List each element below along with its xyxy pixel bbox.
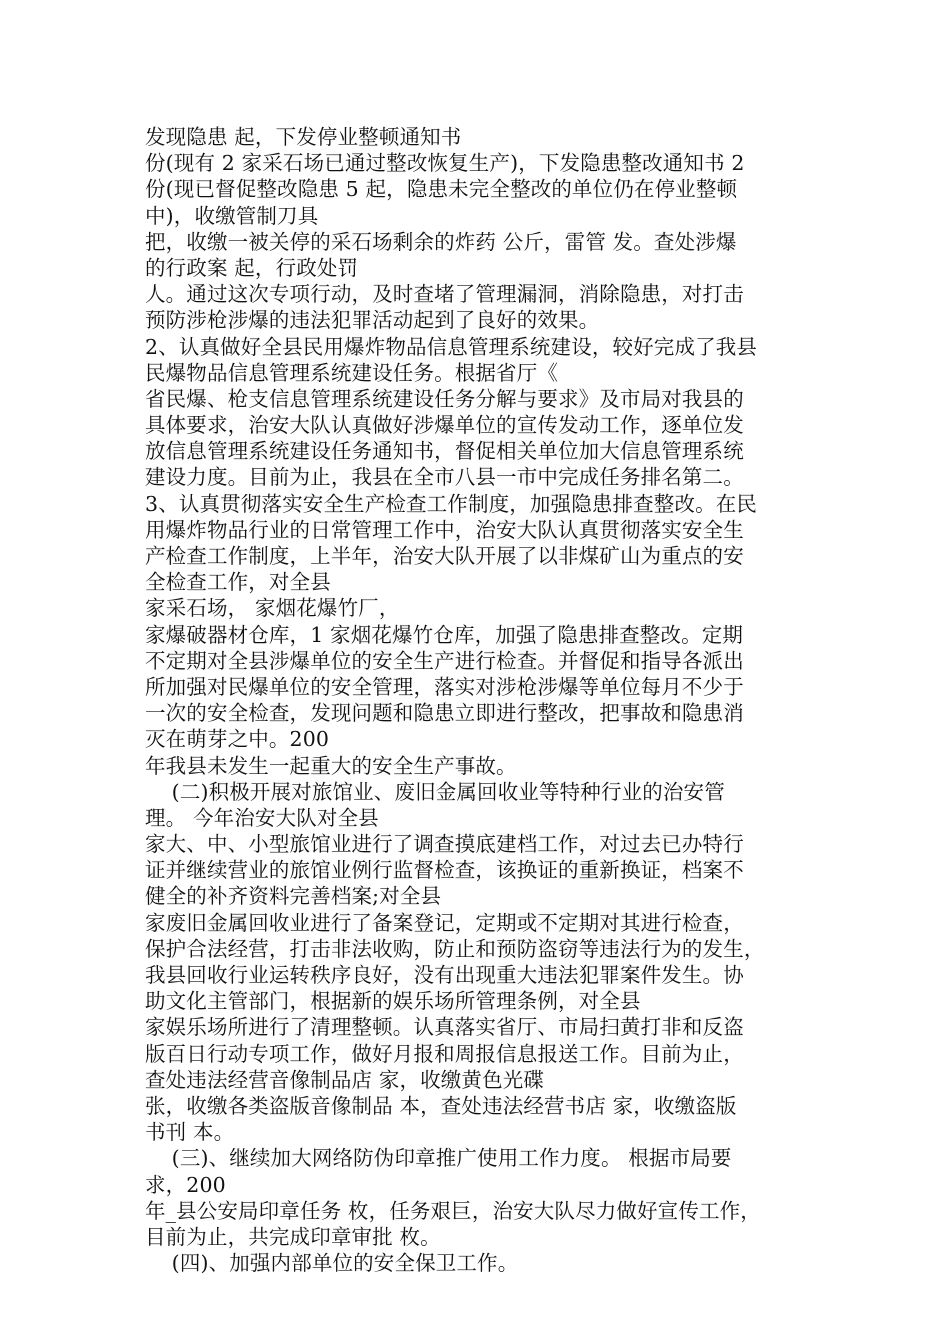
text-line: (二)积极开展对旅馆业、废旧金属回收业等特种行业的治安管: [145, 779, 725, 804]
text-line: 不定期对全县涉爆单位的安全生产进行检查。并督促和指导各派出: [145, 648, 744, 673]
text-line: 家废旧金属回收业进行了备案登记，定期或不定期对其进行检查，: [145, 910, 744, 935]
text-line: 全检查工作，对全县: [145, 570, 331, 595]
text-line: 助文化主管部门，根据新的娱乐场所管理条例，对全县: [145, 989, 641, 1014]
text-line: 家采石场， 家烟花爆竹厂，: [145, 596, 400, 621]
text-line: 证并继续营业的旅馆业例行监督检查，该换证的重新换证，档案不: [145, 858, 744, 883]
text-line: 放信息管理系统建设任务通知书，督促相关单位加大信息管理系统: [145, 439, 744, 464]
text-line: 份(现有 2 家采石场已通过整改恢复生产)，下发隐患整改通知书 2: [145, 151, 745, 176]
text-line: 建设力度。目前为止，我县在全市八县一市中完成任务排名第二。: [145, 465, 744, 490]
text-line: 一次的安全检查，发现问题和隐患立即进行整改，把事故和隐患消: [145, 701, 744, 726]
text-line: 民爆物品信息管理系统建设任务。根据省厅《: [145, 360, 558, 385]
text-line: 健全的补齐资料完善档案;对全县: [145, 884, 442, 909]
text-line: 用爆炸物品行业的日常管理工作中，治安大队认真贯彻落实安全生: [145, 517, 744, 542]
text-line: 2、认真做好全县民用爆炸物品信息管理系统建设，较好完成了我县: [145, 334, 758, 359]
text-line: 家娱乐场所进行了清理整顿。认真落实省厅、市局扫黄打非和反盗: [145, 1015, 744, 1040]
text-line: 把，收缴一被关停的采石场剩余的炸药 公斤，雷管 发。查处涉爆: [145, 229, 737, 254]
text-line: 预防涉枪涉爆的违法犯罪活动起到了良好的效果。: [145, 308, 600, 333]
text-line: 目前为止，共完成印章审批 枚。: [145, 1224, 441, 1249]
text-line: 发现隐患 起，下发停业整顿通知书: [145, 125, 462, 149]
text-line: 省民爆、枪支信息管理系统建设任务分解与要求》及市局对我县的: [145, 386, 744, 411]
text-line: 求，200: [145, 1172, 226, 1197]
document-body: [145, 124, 825, 1276]
text-line: 书刊 本。: [145, 1120, 235, 1145]
text-line: 张，收缴各类盗版音像制品 本，查处违法经营书店 家，收缴盗版: [145, 1093, 737, 1118]
text-line: (四)、加强内部单位的安全保卫工作。: [145, 1251, 519, 1276]
text-line: 中)，收缴管制刀具: [145, 203, 319, 228]
text-line: 人。通过这次专项行动，及时查堵了管理漏洞，消除隐患，对打击: [145, 282, 744, 307]
text-line: 我县回收行业运转秩序良好，没有出现重大违法犯罪案件发生。协: [145, 963, 744, 987]
text-line: 份(现已督促整改隐患 5 起，隐患未完全整改的单位仍在停业整顿: [145, 177, 738, 202]
text-line: 保护合法经营，打击非法收购，防止和预防盗窃等违法行为的发生，: [145, 936, 765, 961]
text-line: 查处违法经营音像制品店 家，收缴黄色光碟: [145, 1067, 545, 1092]
text-line: 家爆破器材仓库，1 家烟花爆竹仓库，加强了隐患排查整改。定期: [145, 622, 744, 647]
text-line: 年我县未发生一起重大的安全生产事故。: [145, 753, 517, 778]
text-line: 年_县公安局印章任务 枚，任务艰巨，治安大队尽力做好宣传工作，: [145, 1198, 761, 1223]
text-line: 具体要求，治安大队认真做好涉爆单位的宣传发动工作，逐单位发: [145, 413, 744, 438]
text-line: 理。 今年治安大队对全县: [145, 805, 379, 830]
text-line: (三)、继续加大网络防伪印章推广使用工作力度。 根据市局要: [145, 1146, 732, 1171]
text-line: 灭在萌芽之中。200: [145, 727, 330, 752]
text-line: 版百日行动专项工作，做好月报和周报信息报送工作。目前为止，: [145, 1041, 744, 1066]
text-line: 产检查工作制度，上半年，治安大队开展了以非煤矿山为重点的安: [145, 544, 744, 568]
text-line: 所加强对民爆单位的安全管理，落实对涉枪涉爆等单位每月不少于: [145, 674, 744, 699]
text-line: 家大、中、小型旅馆业进行了调查摸底建档工作，对过去已办特行: [145, 832, 744, 857]
text-line: 3、认真贯彻落实安全生产检查工作制度，加强隐患排查整改。在民: [145, 491, 758, 516]
text-line: 的行政案 起，行政处罚: [145, 255, 359, 280]
